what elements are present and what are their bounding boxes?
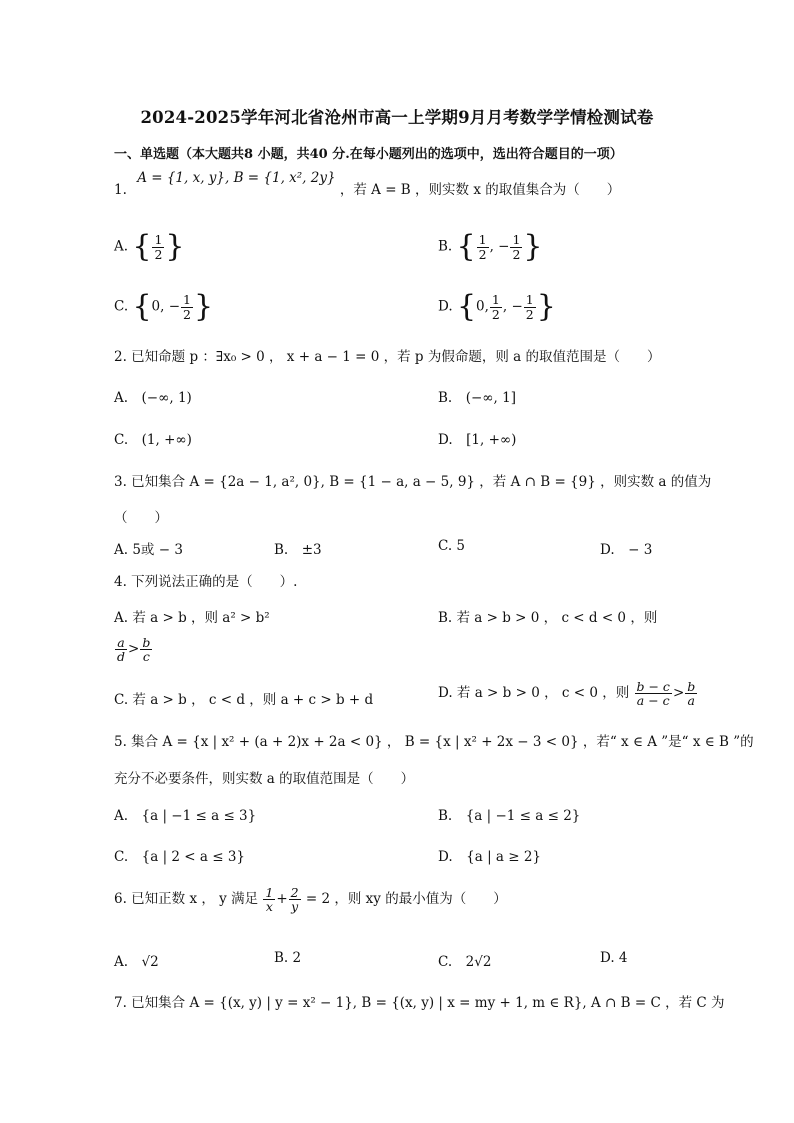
operator: > bbox=[128, 641, 140, 658]
option-a: A. {a | −1 ≤ a ≤ 3} bbox=[114, 808, 257, 824]
option-text: D. 若 a > b > 0 ， c < 0 ，则 bbox=[438, 685, 630, 702]
numerator: b bbox=[142, 635, 151, 650]
option-c: C. 若 a > b ， c < d ，则 a + c > b + d bbox=[114, 692, 374, 708]
numerator: 1 bbox=[491, 292, 500, 308]
set-element: 0, bbox=[476, 298, 489, 315]
option-d: D. {a | a ≥ 2} bbox=[438, 849, 542, 865]
numerator: 1 bbox=[183, 292, 191, 308]
q1-options-row2 bbox=[114, 284, 714, 324]
denominator: 2 bbox=[525, 306, 534, 322]
denominator: 2 bbox=[478, 246, 487, 262]
fraction bbox=[181, 293, 193, 320]
question-5-cont: 充分不必要条件，则实数 a 的取值范围是（ ） bbox=[114, 771, 415, 787]
denominator: 2 bbox=[512, 246, 521, 262]
left-brace-icon: { bbox=[132, 229, 152, 264]
question-text: = 2 ，则 xy 的最小值为（ ） bbox=[305, 891, 507, 908]
section-heading: 一、单选题（本大题共8 小题，共40 分.在每小题列出的选项中，选出符合题目的一项） bbox=[114, 147, 623, 162]
option-label: D. bbox=[438, 298, 453, 315]
option-d bbox=[438, 680, 698, 707]
fraction bbox=[152, 233, 164, 260]
option-c bbox=[114, 289, 214, 324]
fraction bbox=[490, 293, 502, 320]
operator: > bbox=[672, 685, 685, 702]
q2-options-row2 bbox=[114, 428, 714, 448]
fraction bbox=[289, 886, 301, 913]
denominator: y bbox=[291, 899, 299, 915]
numerator: b − c bbox=[636, 679, 670, 694]
denominator: 2 bbox=[183, 306, 191, 322]
right-brace-icon: } bbox=[165, 229, 185, 264]
denominator: c bbox=[142, 649, 150, 665]
option-c: C. 5 bbox=[438, 538, 466, 554]
option-d: D. 4 bbox=[600, 950, 628, 966]
denominator: a bbox=[687, 693, 695, 709]
right-brace-icon: } bbox=[523, 229, 543, 264]
option-a: A. 若 a > b ，则 a² > b² bbox=[114, 610, 270, 626]
q2-options-row1 bbox=[114, 386, 714, 406]
q5-options-row2 bbox=[114, 845, 714, 865]
left-brace-icon: { bbox=[456, 289, 477, 324]
question-3: 3. 已知集合 A = {2a − 1, a², 0}, B = {1 − a, a − 5, 9} ，若 A ∩ B = {9} ，则实数 a 的值为 bbox=[114, 474, 712, 490]
left-brace-icon: { bbox=[456, 229, 476, 264]
fraction bbox=[685, 680, 697, 707]
denominator: 2 bbox=[154, 246, 163, 262]
fraction bbox=[140, 636, 152, 663]
denominator: 2 bbox=[491, 306, 500, 322]
option-d: D. − 3 bbox=[600, 542, 653, 558]
q5-options-row1 bbox=[114, 804, 714, 824]
option-label: B. bbox=[438, 238, 453, 255]
option-a bbox=[114, 229, 185, 264]
denominator: x bbox=[265, 899, 273, 915]
right-brace-icon: } bbox=[536, 289, 556, 324]
operator: + bbox=[276, 891, 288, 908]
fraction bbox=[263, 886, 275, 913]
fraction bbox=[635, 680, 672, 707]
q1-text: ，若 A = B ，则实数 x 的取值集合为（ ） bbox=[339, 182, 621, 198]
q1-options-row1 bbox=[114, 224, 714, 264]
numerator: 1 bbox=[265, 885, 274, 900]
numerator: 1 bbox=[154, 232, 163, 248]
fraction bbox=[524, 293, 536, 320]
option-d: D. [1, +∞) bbox=[438, 432, 517, 448]
option-b bbox=[438, 229, 543, 264]
numerator: 1 bbox=[512, 232, 521, 248]
right-brace-icon: } bbox=[193, 289, 214, 324]
option-label: A. bbox=[114, 238, 129, 255]
answer-paren: （ ） bbox=[114, 510, 168, 526]
q4-options-row1 bbox=[114, 606, 714, 626]
fraction bbox=[115, 636, 127, 663]
q1-sets: A = {1, x, y}, B = {1, x², 2y} bbox=[137, 170, 336, 186]
question-5: 5. 集合 A = {x | x² + (a + 2)x + 2a < 0} ， B = {x | x² + 2x − 3 < 0} ，若“ x ∈ A ”是“ x ∈ B ”的 bbox=[114, 734, 754, 750]
option-b: B. ±3 bbox=[274, 542, 322, 558]
numerator: 2 bbox=[290, 885, 299, 900]
question-4: 4. 下列说法正确的是（ ）. bbox=[114, 574, 298, 590]
option-a: A. (−∞, 1) bbox=[114, 390, 192, 406]
q4-options-row2 bbox=[114, 680, 714, 714]
fraction bbox=[510, 233, 522, 260]
question-1 bbox=[114, 170, 621, 198]
q6-options bbox=[114, 950, 714, 970]
question-number: 1. bbox=[114, 182, 127, 198]
numerator: 1 bbox=[478, 232, 487, 248]
option-b-continued bbox=[114, 636, 153, 663]
page-title: 2024-2025学年河北省沧州市高一上学期9月月考数学学情检测试卷 bbox=[140, 108, 654, 127]
option-c: C. {a | 2 < a ≤ 3} bbox=[114, 849, 246, 865]
question-7: 7. 已知集合 A = {(x, y) | y = x² − 1}, B = {(x, y) | x = my + 1, m ∈ R}, A ∩ B = C ，若 C 为 bbox=[114, 995, 725, 1011]
option-b: B. (−∞, 1] bbox=[438, 390, 516, 406]
option-b: B. 2 bbox=[274, 950, 302, 966]
numerator: b bbox=[687, 679, 696, 694]
separator: , − bbox=[502, 298, 523, 315]
q3-options bbox=[114, 538, 714, 558]
set-element: 0, − bbox=[151, 298, 181, 315]
question-text: 6. 已知正数 x ， y 满足 bbox=[114, 891, 259, 908]
option-label: C. bbox=[114, 298, 129, 315]
separator: , − bbox=[489, 238, 510, 255]
option-a: A. √2 bbox=[114, 954, 159, 970]
denominator: a − c bbox=[636, 693, 670, 709]
denominator: d bbox=[117, 649, 126, 665]
option-b: B. 若 a > b > 0 ， c < d < 0 ，则 bbox=[438, 610, 658, 626]
fraction bbox=[477, 233, 489, 260]
left-brace-icon: { bbox=[132, 289, 152, 324]
option-a: A. 5或 − 3 bbox=[114, 542, 183, 558]
option-d bbox=[438, 289, 556, 324]
option-c: C. 2√2 bbox=[438, 954, 492, 970]
numerator: a bbox=[115, 636, 127, 650]
question-2: 2. 已知命题 p ：∃x₀ > 0 ， x + a − 1 = 0 ，若 p 为假命题，则 a 的取值范围是（ ） bbox=[114, 349, 661, 365]
option-c: C. (1, +∞) bbox=[114, 432, 192, 448]
question-6 bbox=[114, 886, 507, 913]
option-b: B. {a | −1 ≤ a ≤ 2} bbox=[438, 808, 581, 824]
numerator: 1 bbox=[525, 292, 534, 308]
